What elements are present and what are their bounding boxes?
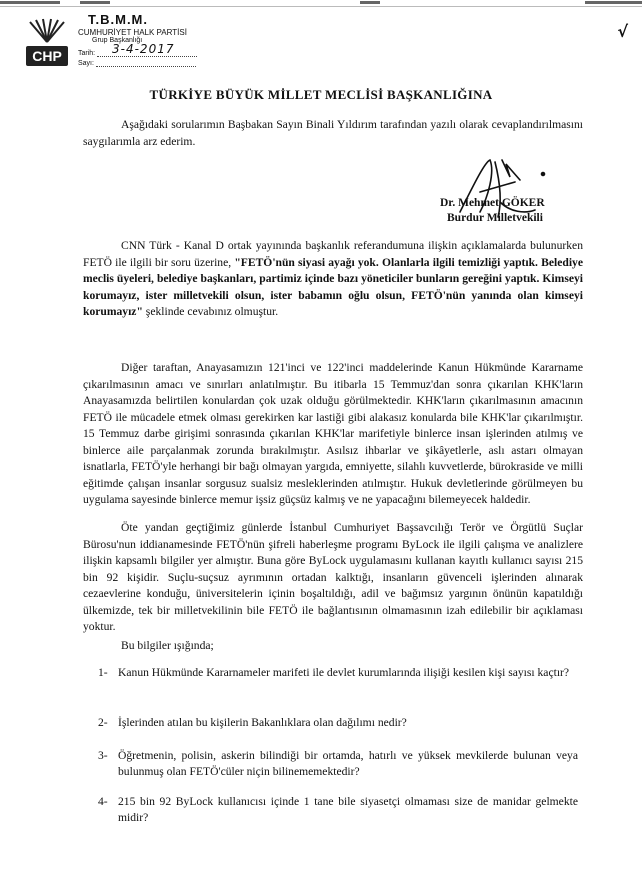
question-item [98, 748, 578, 780]
paragraph-1-end: şeklinde cevabınız olmuştur. [142, 305, 279, 318]
question-item [98, 715, 578, 731]
party-stamp [22, 6, 222, 68]
questions-lead-text: Bu bilgiler ışığında; [121, 639, 214, 652]
stamp-date-value: 3-4-2017 [112, 42, 175, 56]
paragraph-1 [83, 238, 583, 321]
paragraph-2-text: Diğer taraftan, Anayasamızın 121'inci ve 122'inci maddelerinde Kanun Hükmünde Kararname çıkarılmasının amacı ve sınırları anlatılmıştır. Bu itibarla 15 Temmuz'dan sonra çıkarılan KHK'ların Anayasamızda belirtilen konulardan çok uzak olduğu görülmektedir. KHK'ların çıkarılmasının amacının FETÖ ile mücadele etmek olması gerekirken kar lastiği gibi alakasız konularda bile KHK'lar çıkarılmıştır. 15 Temmuz darbe girişimi sonrasında çıkarılan KHK'lar marifetiyle binlerce insan işlerinden atılmış ve binlerce aile parçalanmak zorunda bırakılmıştır. Asılsız ihbarlar ve şikâyetlerle, aslı astarı olmayan isnatlarla, FETÖ'yle herhangi bir bağı olmayan yargıda, emniyette, silahlı kuvvetlerde, bürokraside ve milli eğitimde çalışan insanlar sorgusuz sualsiz mesleklerinden atılmıştır. Hukuk devletlerinde görülmeyen bu uygulama sayesinde binlerce memur işsiz güçsüz kalmış ve ne yapacağını bilemeyecek haldedir. [83, 361, 583, 506]
paragraph-3 [83, 520, 583, 636]
question-number: 3- [98, 749, 108, 762]
question-number: 4- [98, 795, 108, 808]
scan-mark [585, 1, 642, 4]
paragraph-3-text: Öte yandan geçtiğimiz günlerde İstanbul Cumhuriyet Başsavcılığı Terör ve Örgütlü Suçlar Bürosu'nun iddianamesinde FETÖ'nün şifreli haberleşme programı ByLock ile ilgili çalışma ve analizlere ilişkin kapsamlı bilgiler yer almıştır. Buna göre ByLock uygulamasını kullanan kayıtlı kullanıcı sayısı 215 bin 92 kişidir. Suçlu-suçsuz ayrımının ortadan kalktığı, insanların güvenceli işlerinden alınarak cezaevlerine konduğu, üniversitelerin içinin boşaltıldığı, adil ve bağımsız yargının önünün kapatıldığı ülkemizde, tek bir milletvekilinin bile FETÖ ile bağlantısının olmamasının izah edilebilir bir açıklaması yoktur. [83, 521, 583, 633]
document-title: TÜRKİYE BÜYÜK MİLLET MECLİSİ BAŞKANLIĞINA [149, 87, 493, 102]
question-number: 2- [98, 716, 108, 729]
question-text: 215 bin 92 ByLock kullanıcısı içinde 1 tane bile siyasetçi olmaması size de manidar gelmekte midir? [118, 795, 578, 824]
question-text: Kanun Hükmünde Kararnameler marifeti ile devlet kurumlarında ilişiği kesilen kişi sayısı kaçtır? [118, 666, 570, 679]
chp-logo: CHP [26, 46, 68, 66]
scan-mark [360, 1, 380, 4]
chp-six-arrows-icon [26, 18, 68, 44]
stamp-org: T.B.M.M. [88, 12, 148, 27]
questions-lead [83, 638, 583, 655]
paragraph-2 [83, 360, 583, 509]
scan-mark [80, 1, 110, 4]
stamp-number-line [96, 58, 196, 67]
paragraph-1-start: CNN Türk - Kanal D ortak yayınında başkanlık referandumuna ilişkin açıklamalarda bulunurken FETÖ ile ilgili bir soru üzerine, [83, 239, 583, 269]
scan-mark [0, 1, 60, 4]
signer-title: Burdur Milletvekili [447, 212, 543, 224]
check-mark: √ [617, 22, 628, 41]
question-text: İşlerinden atılan bu kişilerin Bakanlıklara olan dağılımı nedir? [118, 716, 407, 729]
paragraph-1-quote: "FETÖ'nün siyasi ayağı yok. Olanlarla ilgili temizliği yaptık. Belediye meclis üyeleri, belediye başkanları, partimiz içinde bazı yöneticiler bunların gereğini yaptık. Kimseyi korumayız, ister milletvekili olsun, ister babamın oğlu olsun, FETÖ'nün yanında olan kimseyi korumayız" [83, 255, 583, 318]
stamp-date-label: Tarih: [78, 50, 96, 57]
signer-name: Dr. Mehmet GÖKER [440, 197, 545, 209]
stamp-group: Grup Başkanlığı [92, 37, 143, 44]
stamp-party: CUMHURİYET HALK PARTİSİ [78, 28, 187, 37]
stamp-number-label: Sayı: [78, 60, 94, 67]
question-number: 1- [98, 666, 108, 679]
intro-text: Aşağıdaki sorularımın Başbakan Sayın Binali Yıldırım tarafından yazılı olarak cevaplandırılmasını saygılarımla arz ederim. [83, 118, 583, 148]
stamp-number-row [78, 58, 196, 67]
question-item [98, 794, 578, 826]
question-text: Öğretmenin, polisin, askerin bilindiği bir ortamda, hatırlı ve yüksek mevkilerde bulunan veya bulunmuş olan FETÖ'cüler niçin bilinememektedir? [118, 749, 578, 778]
question-item [98, 665, 578, 681]
intro-paragraph [83, 117, 583, 150]
